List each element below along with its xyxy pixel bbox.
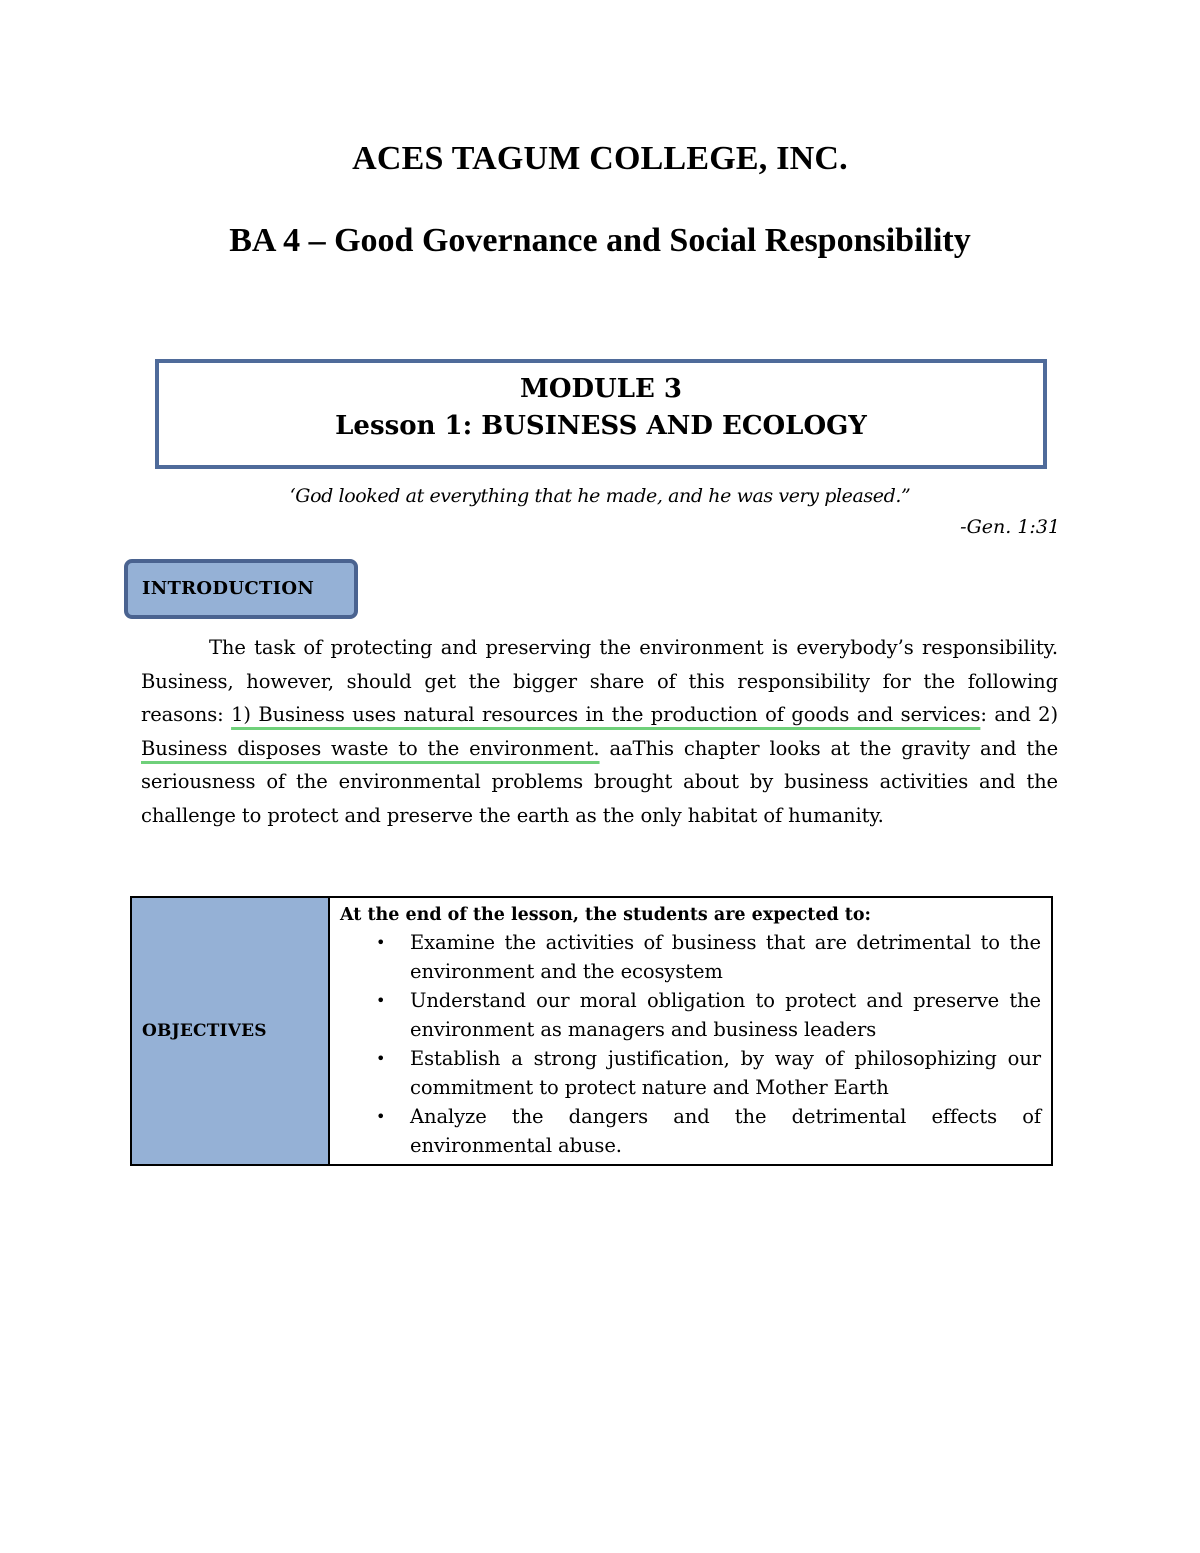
- list-item: [340, 1102, 1041, 1160]
- bullet-icon: •: [376, 991, 386, 1010]
- objective-text: Understand our moral obligation to protect and preserve the environment as managers and business leaders: [410, 989, 1041, 1041]
- bullet-icon: •: [376, 933, 386, 952]
- objectives-content: [329, 897, 1052, 1165]
- objectives-heading: At the end of the lesson, the students are expected to:: [340, 905, 872, 925]
- intro-text-middle: : and 2): [980, 703, 1058, 727]
- bullet-icon: •: [376, 1049, 386, 1068]
- introduction-paragraph: [141, 631, 1058, 833]
- highlighted-reason-2: Business disposes waste to the environment.: [141, 736, 600, 760]
- objective-text: Analyze the dangers and the detrimental effects of environmental abuse.: [410, 1105, 1041, 1157]
- introduction-badge: INTRODUCTION: [124, 559, 358, 619]
- objectives-label: OBJECTIVES: [131, 897, 329, 1165]
- module-title-box: [155, 359, 1047, 469]
- objectives-list: [340, 928, 1041, 1160]
- list-item: [340, 986, 1041, 1044]
- bullet-icon: •: [376, 1107, 386, 1126]
- college-title: ACES TAGUM COLLEGE, INC.: [352, 140, 848, 177]
- quote-source: -Gen. 1:31: [960, 516, 1060, 538]
- objectives-table: [130, 896, 1053, 1166]
- list-item: [340, 1044, 1041, 1102]
- course-title: BA 4 – Good Governance and Social Responsibility: [229, 222, 971, 259]
- objective-text: Establish a strong justification, by way of philosophizing our commitment to protect nature and Mother Earth: [410, 1047, 1041, 1099]
- list-item: [340, 928, 1041, 986]
- module-number: MODULE 3: [520, 374, 682, 404]
- lesson-title: Lesson 1: BUSINESS AND ECOLOGY: [335, 411, 867, 441]
- intro-text-before: The task of protecting and preserving the environment is everybody’s responsibility. Business, however, should get the bigger share of this responsibility for the following reasons:: [141, 636, 1058, 727]
- objective-text: Examine the activities of business that are detrimental to the environment and the ecosystem: [410, 931, 1041, 983]
- highlighted-reason-1: 1) Business uses natural resources in the production of goods and services: [231, 703, 981, 727]
- intro-text-after: aaThis chapter looks at the gravity and the seriousness of the environmental problems brought about by business activities and the challenge to protect and preserve the earth as the only habitat of humanity.: [141, 736, 1059, 827]
- bible-quote: ‘God looked at everything that he made, and he was very pleased.”: [289, 485, 911, 507]
